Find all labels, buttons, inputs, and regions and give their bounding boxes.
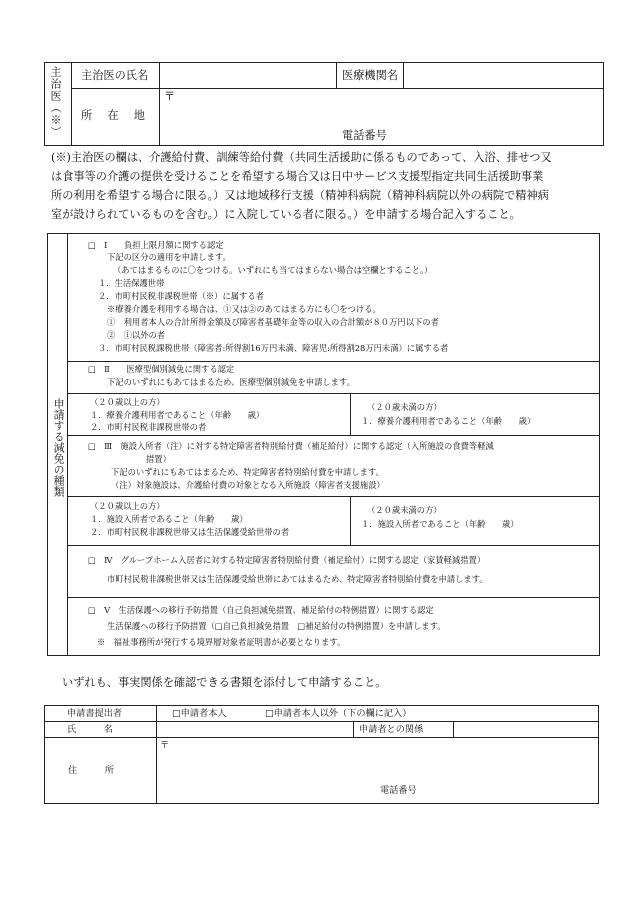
attachment-note: いずれも、事実関係を確認できる書類を添付して申請すること。 [62, 676, 387, 689]
section1-line[interactable]: ３．市町村民税課税世帯（障害者:所得割16万円未満、障害児:所得割28万円未満）に属する者 [98, 343, 449, 353]
section1-line[interactable]: ２．市町村民税非課税世帯（※）に属する者 [98, 291, 264, 301]
doctor-name-label: 主治医の氏名 [81, 69, 149, 82]
applicant-name-field[interactable] [158, 723, 351, 736]
section1-line: ※療養介護を利用する場合は、①又は②のあてはまる方にも〇をつける。 [107, 304, 381, 314]
section4-title[interactable]: □ Ⅳ グループホーム入居者に対する特定障害者特別給付費（補足給付）に関する認定（家賃軽減措置） [88, 555, 486, 565]
reduction-section-label: 申請する減免の種類 [52, 398, 66, 497]
section3-right-line: （２０歳未満の方） [367, 505, 442, 515]
doctor-address-label: 所 在 地 [81, 109, 147, 122]
section2-left-line: ２．市町村民税非課税世帯の者 [90, 422, 207, 432]
applicant-address-field[interactable] [158, 740, 596, 780]
postal-mark: 〒 [164, 90, 176, 103]
submitter-label: 申請書提出者 [67, 708, 123, 719]
doctor-phone-label: 電話番号 [342, 129, 387, 142]
section2-desc: 下記のいずれにもあてはまるため、医療型個別減免を申請します。 [107, 377, 355, 387]
section3-left-line: ２．市町村民税非課税世帯又は生活保護受給世帯の者 [90, 527, 290, 537]
section3-note: （注）対象施設は、介護給付費の対象となる入所施設（障害者支援施設） [111, 480, 385, 490]
applicant-name-label: 氏 名 [67, 724, 113, 735]
note-line-1: (※)主治医の欄は、介護給付費、訓練等給付費（共同生活援助に係るものであって、入浴、排せつ又 [51, 151, 552, 164]
section5-title[interactable]: □ Ⅴ 生活保護への移行予防措置（自己負担減免措置、補足給付の特例措置）に関する認定 [88, 605, 434, 615]
section3-desc: 下記のいずれにもあてはまるため、特定障害者特別給付費を申請します。 [111, 467, 384, 477]
section5-desc[interactable]: 生活保護への移行予防措置（□自己負担減免措置 □補足給付の特例措置）を申請します。 [107, 621, 446, 631]
section1-line[interactable]: ① 利用者本人の合計所得金額及び障害者基礎年金等の収入の合計額が８０万円以下の者 [107, 317, 439, 327]
doctor-name-field[interactable] [162, 65, 332, 85]
submitter-self-checkbox[interactable]: □申請者本人 [172, 708, 227, 719]
section1-line[interactable]: １．生活保護世帯 [98, 278, 165, 288]
section2-right-line: １．療養介護利用者であること（年齢 歳） [361, 416, 536, 426]
institution-label: 医療機関名 [342, 69, 398, 82]
section3-title[interactable]: □ Ⅲ 施設入所者（注）に対する特定障害者特別給付費（補足給付）に関する認定（入所施設の食費等軽減 [88, 441, 494, 451]
section3-right-line: １．施設入所者であること（年齢 歳） [361, 519, 519, 529]
relation-field[interactable] [455, 723, 596, 736]
applicant-phone-label: 電話番号 [380, 785, 417, 796]
section2-left-line: １．療養介護利用者であること（年齢 歳） [90, 410, 265, 420]
section2-left-line: （２０歳以上の方） [90, 397, 165, 407]
section2-right-line: （２０歳未満の方） [367, 402, 442, 412]
section3-left-line: １．施設入所者であること（年齢 歳） [90, 514, 248, 524]
section3-left-line: （２０歳以上の方） [90, 501, 165, 511]
section1-line: 下記の区分の適用を申請します。 [107, 252, 231, 262]
doctor-section-label: 主治医（※） [49, 66, 62, 138]
relation-label: 申請者との関係 [359, 724, 424, 735]
section3-title-cont: 措置） [146, 454, 171, 464]
institution-field[interactable] [406, 65, 600, 85]
section5-note: ※ 福祉事務所が発行する境界層対象者証明書が必要となります。 [97, 637, 346, 647]
section1-title[interactable]: □ Ⅰ 負担上限月額に関する認定 [88, 240, 224, 250]
applicant-postal-mark: 〒 [160, 740, 170, 751]
submitter-other-checkbox[interactable]: □申請者本人以外（下の欄に記入） [265, 708, 412, 719]
section4-desc: 市町村民税非課税世帯又は生活保護受給世帯にあてはまるため、特定障害者特別給付費を申請します。 [107, 574, 488, 584]
section2-title[interactable]: □ Ⅱ 医療型個別減免に関する認定 [88, 364, 235, 374]
section1-line[interactable]: ② ①以外の者 [107, 330, 166, 340]
applicant-address-label: 住 所 [68, 765, 114, 776]
note-line-2: は食事等の介護の提供を受けることを希望する場合又は日中サービス支援型指定共同生活援助事業 [51, 170, 544, 183]
section1-line: （あてはまるものに〇をつける。いずれにも当てはまらない場合は空欄とすること。） [113, 265, 433, 275]
doctor-address-field[interactable] [162, 91, 600, 127]
note-line-3: 所の利用を希望する場合に限る。）又は地域移行支援（精神科病院（精神科病院以外の病院で精神病 [51, 189, 549, 202]
note-line-4: 室が設けられているものを含む。）に入院している者に限る。）を申請する場合記入すること。 [51, 208, 521, 221]
